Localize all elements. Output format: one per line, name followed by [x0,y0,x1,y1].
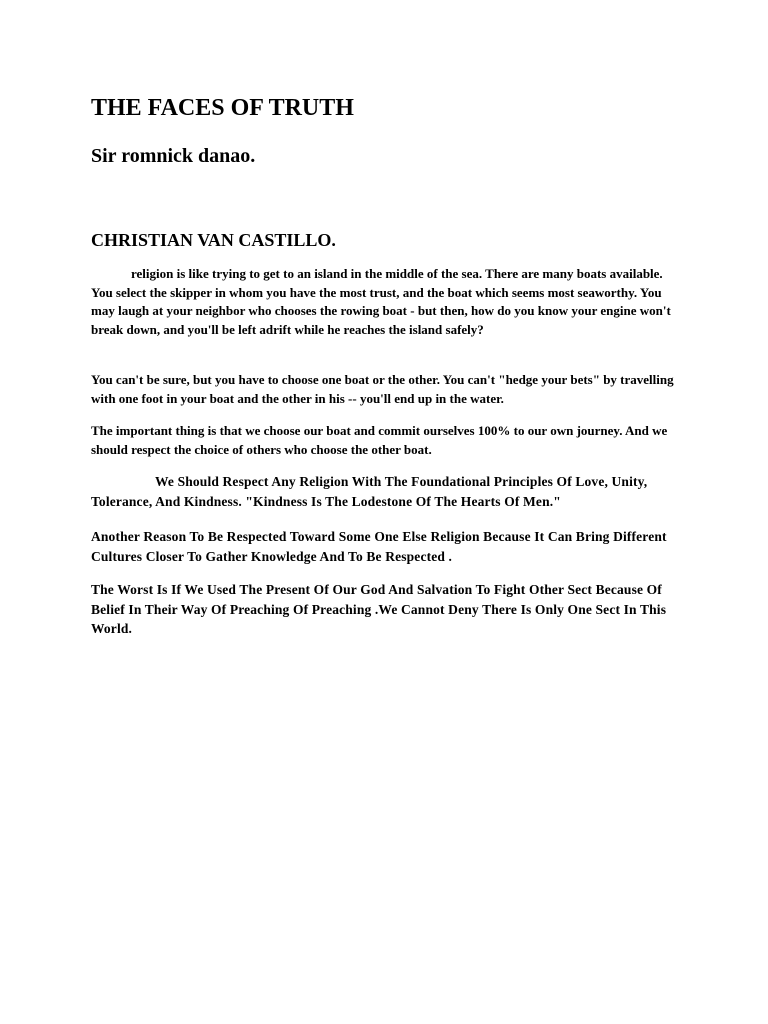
paragraph-4-block [91,472,681,511]
paragraph-2: You can't be sure, but you have to choose one boat or the other. You can't "hedge your bets" by travelling with one foot in your boat and the other in his -- you'll end up in the water. [91,372,674,406]
document-title: THE FACES OF TRUTH [91,95,354,121]
paragraph-3: The important thing is that we choose our boat and commit ourselves 100% to our own journey. And we should respect the choice of others who choose the other boat. [91,423,668,457]
paragraph-6-block [91,580,681,639]
paragraph-1: religion is like trying to get to an island in the middle of the sea. There are many boats available. You select the skipper in whom you have the most trust, and the boat which seems most seaworthy. You may laugh at your neighbor who chooses the rowing boat - but then, how do you know your engine won't break down, and you'll be left adrift while he reaches the island safely? [91,266,671,337]
paragraph-6: The Worst Is If We Used The Present Of Our God And Salvation To Fight Other Sect Because Of Belief In Their Way Of Preaching Of Preaching .We Cannot Deny There Is Only One Sect In This World. [91,582,667,636]
paragraph-5: Another Reason To Be Respected Toward Some One Else Religion Because It Can Bring Different Cultures Closer To Gather Knowledge And To Be Respected . [91,529,667,564]
paragraph-2-block [91,371,681,408]
paragraph-5-block [91,527,681,566]
paragraph-1-block [91,265,681,339]
document-subtitle: Sir romnick danao. [91,145,256,167]
paragraph-4: We Should Respect Any Religion With The Foundational Principles Of Love, Unity, Tolerance, And Kindness. "Kindness Is The Lodestone Of The Hearts Of Men." [91,474,648,509]
author-name: CHRISTIAN VAN CASTILLO. [91,230,336,250]
paragraph-3-block [91,422,681,459]
